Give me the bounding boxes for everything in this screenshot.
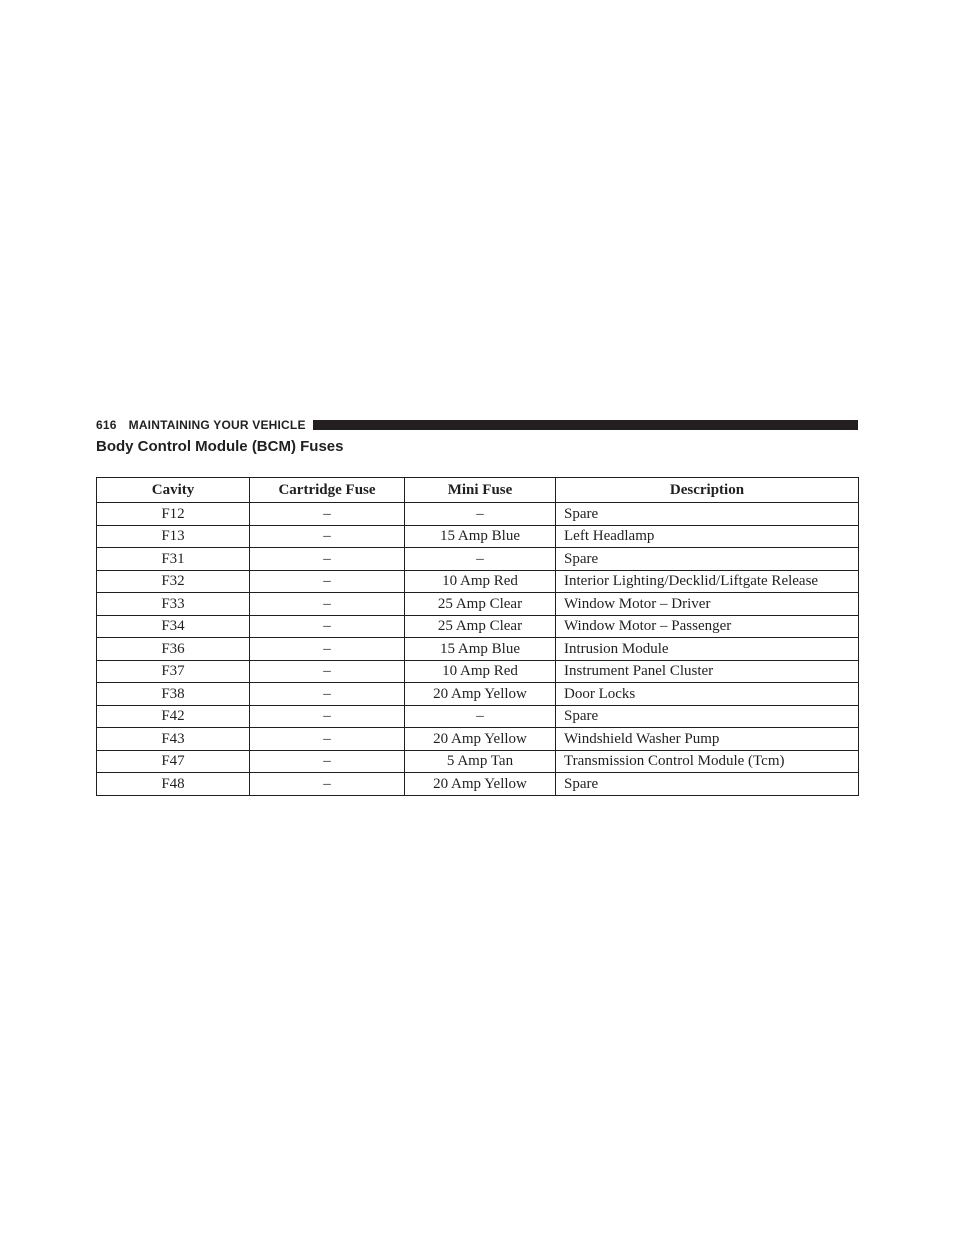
cell-mini-fuse: 25 Amp Clear	[405, 593, 556, 616]
table-row	[97, 773, 859, 796]
table-row	[97, 660, 859, 683]
section-title: Body Control Module (BCM) Fuses	[96, 438, 344, 455]
cell-cartridge-fuse: –	[250, 660, 405, 683]
table-row	[97, 683, 859, 706]
table-row	[97, 548, 859, 571]
table-row	[97, 638, 859, 661]
cell-cartridge-fuse: –	[250, 705, 405, 728]
cell-cartridge-fuse: –	[250, 570, 405, 593]
cell-cartridge-fuse: –	[250, 773, 405, 796]
cell-cartridge-fuse: –	[250, 615, 405, 638]
cell-description: Left Headlamp	[556, 525, 859, 548]
cell-cartridge-fuse: –	[250, 638, 405, 661]
cell-description: Intrusion Module	[556, 638, 859, 661]
table-row	[97, 750, 859, 773]
cell-cartridge-fuse: –	[250, 728, 405, 751]
cell-cavity: F38	[97, 683, 250, 706]
cell-cavity: F42	[97, 705, 250, 728]
table-header-row	[97, 478, 859, 503]
table-row	[97, 728, 859, 751]
cell-cavity: F43	[97, 728, 250, 751]
page-number: 616	[96, 418, 117, 432]
cell-mini-fuse: 25 Amp Clear	[405, 615, 556, 638]
table-row	[97, 570, 859, 593]
cell-cavity: F47	[97, 750, 250, 773]
column-header-mini-fuse: Mini Fuse	[405, 478, 556, 503]
section-name: MAINTAINING YOUR VEHICLE	[128, 418, 306, 432]
cell-description: Window Motor – Passenger	[556, 615, 859, 638]
table-row	[97, 503, 859, 526]
table-row	[97, 615, 859, 638]
cell-cartridge-fuse: –	[250, 593, 405, 616]
cell-mini-fuse: 20 Amp Yellow	[405, 683, 556, 706]
table-row	[97, 705, 859, 728]
cell-cavity: F12	[97, 503, 250, 526]
cell-mini-fuse: 20 Amp Yellow	[405, 773, 556, 796]
cell-mini-fuse: 15 Amp Blue	[405, 638, 556, 661]
cell-mini-fuse: –	[405, 548, 556, 571]
column-header-description: Description	[556, 478, 859, 503]
cell-cartridge-fuse: –	[250, 548, 405, 571]
page-header	[96, 417, 858, 433]
column-header-cavity: Cavity	[97, 478, 250, 503]
table-body	[97, 503, 859, 796]
cell-cartridge-fuse: –	[250, 503, 405, 526]
cell-cavity: F32	[97, 570, 250, 593]
cell-description: Windshield Washer Pump	[556, 728, 859, 751]
cell-cavity: F13	[97, 525, 250, 548]
cell-description: Spare	[556, 705, 859, 728]
header-rule	[313, 420, 858, 430]
cell-description: Spare	[556, 773, 859, 796]
cell-cavity: F34	[97, 615, 250, 638]
cell-description: Spare	[556, 503, 859, 526]
cell-mini-fuse: 10 Amp Red	[405, 570, 556, 593]
cell-description: Window Motor – Driver	[556, 593, 859, 616]
cell-description: Spare	[556, 548, 859, 571]
cell-cartridge-fuse: –	[250, 525, 405, 548]
table-row	[97, 525, 859, 548]
cell-cartridge-fuse: –	[250, 683, 405, 706]
cell-mini-fuse: –	[405, 705, 556, 728]
cell-cavity: F37	[97, 660, 250, 683]
cell-mini-fuse: 15 Amp Blue	[405, 525, 556, 548]
cell-description: Instrument Panel Cluster	[556, 660, 859, 683]
cell-description: Interior Lighting/Decklid/Liftgate Release	[556, 570, 859, 593]
cell-cavity: F48	[97, 773, 250, 796]
cell-cartridge-fuse: –	[250, 750, 405, 773]
cell-mini-fuse: –	[405, 503, 556, 526]
fuse-table	[96, 477, 859, 796]
cell-cavity: F36	[97, 638, 250, 661]
cell-cavity: F31	[97, 548, 250, 571]
cell-cavity: F33	[97, 593, 250, 616]
cell-mini-fuse: 5 Amp Tan	[405, 750, 556, 773]
table-row	[97, 593, 859, 616]
cell-mini-fuse: 10 Amp Red	[405, 660, 556, 683]
column-header-cartridge-fuse: Cartridge Fuse	[250, 478, 405, 503]
cell-description: Door Locks	[556, 683, 859, 706]
cell-mini-fuse: 20 Amp Yellow	[405, 728, 556, 751]
cell-description: Transmission Control Module (Tcm)	[556, 750, 859, 773]
